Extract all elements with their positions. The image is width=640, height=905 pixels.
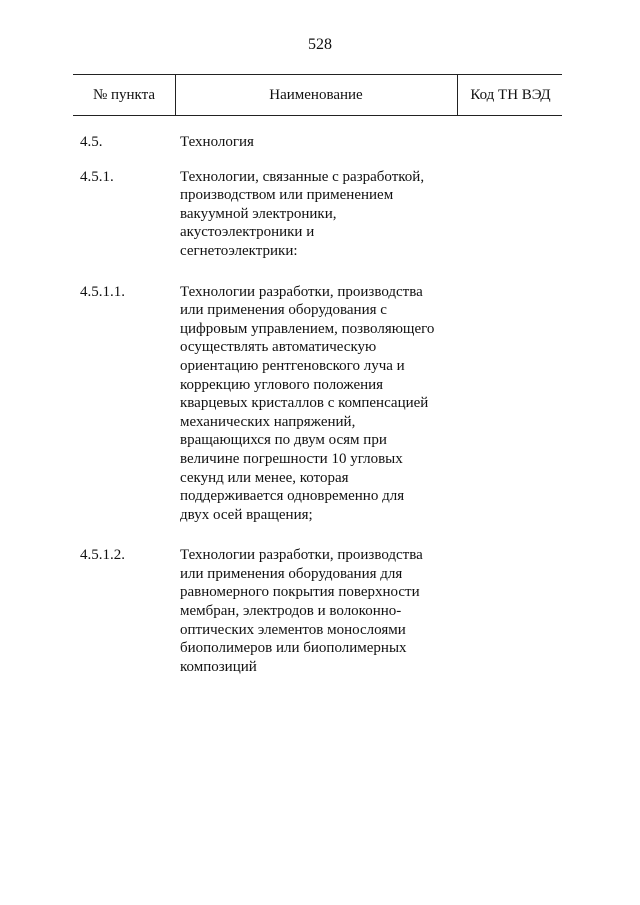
header-code: Код ТН ВЭД [470,87,551,103]
header-item-number: № пункта [92,87,156,103]
row-number: 4.5. [80,134,103,150]
table-row [0,283,640,525]
column-divider [457,75,458,115]
table-row [0,168,640,261]
header-name: Наименование [269,87,363,103]
column-divider [175,75,176,115]
table-body [0,133,640,676]
row-text: Технология [180,134,254,150]
row-text: Технологии разработки, производства или применения оборудования для равномерного покрытия поверхности мембран, электродов и волоконно- оптических элементов монослоями биополимеров или биополимерных композиций [180,547,423,675]
row-number: 4.5.1. [80,168,114,185]
row-text: Технологии разработки, производства или применения оборудования с цифровым управлением, позволяющего осуществлять автоматическую ориентацию рентгеновского луча и коррекцию углового положения кварцевых кристаллов с компенсацией механических напряжений, вращающихся по двум осям при величине погрешности 10 угловых секунд или менее, которая поддерживается одновременно для двух осей вращения; [180,283,435,523]
table-row [0,133,640,152]
row-number: 4.5.1.2. [80,547,125,564]
table-row [0,546,640,676]
row-number: 4.5.1.1. [80,283,125,300]
page-number: 528 [308,36,332,53]
table-header [73,74,562,116]
row-text: Технологии, связанные с разработкой, производством или применением вакуумной электроники, акустоэлектроники и сегнетоэлектрики: [180,168,425,259]
